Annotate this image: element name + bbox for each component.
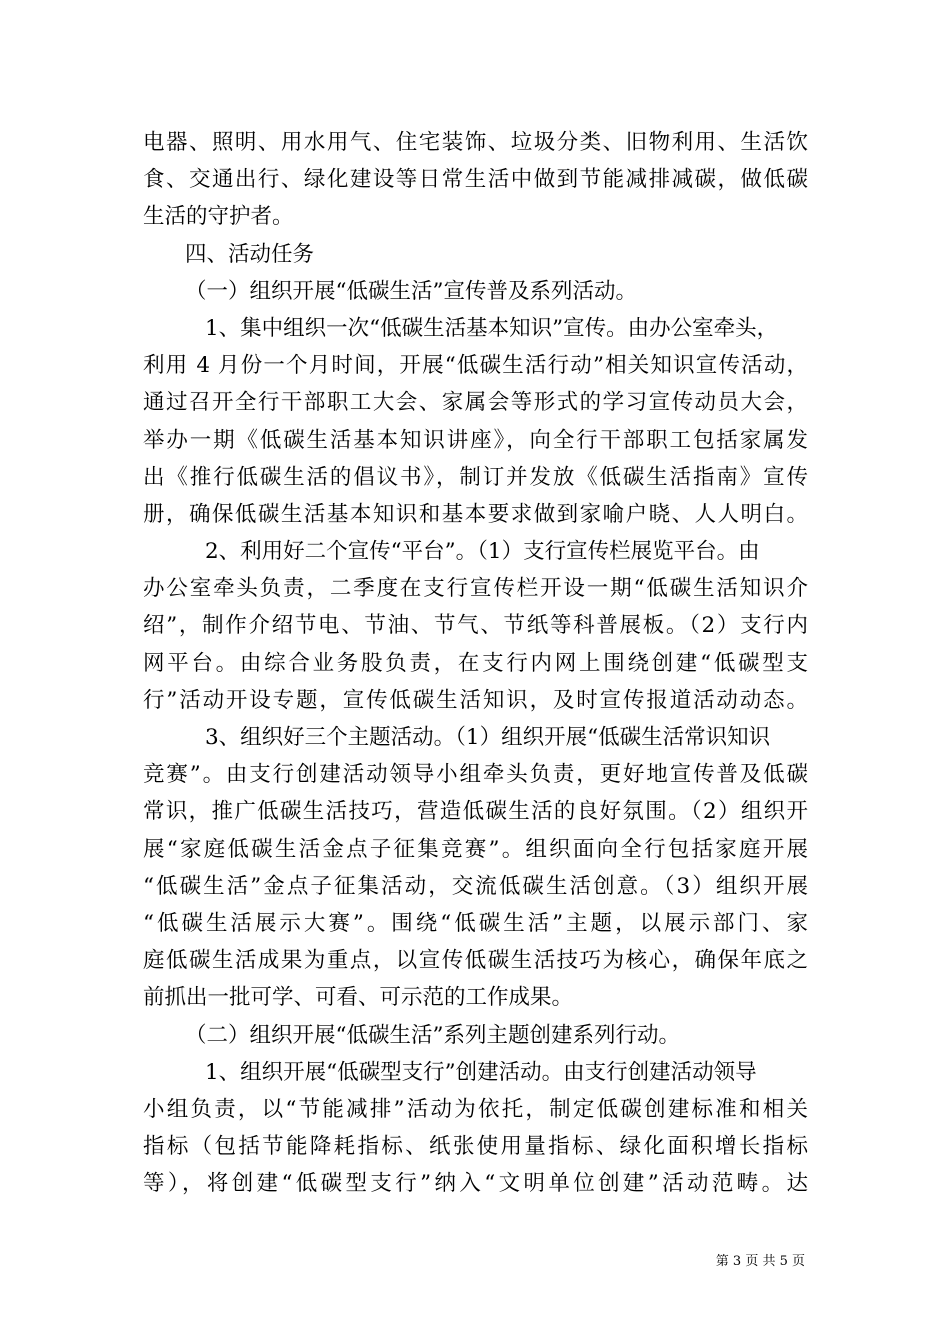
body-line: 出《推行低碳生活的倡议书》，制订并发放《低碳生活指南》宣传 <box>143 464 808 490</box>
section-heading: 四、活动任务 <box>185 241 315 267</box>
body-line: 庭低碳生活成果为重点，以宣传低碳生活技巧为核心，确保年底之 <box>143 948 808 974</box>
body-line: 利用 4 月份一个月时间，开展“低碳生活行动”相关知识宣传活动， <box>143 353 808 379</box>
body-line: 前抓出一批可学、可看、可示范的工作成果。 <box>143 985 574 1011</box>
body-line: “低碳生活”金点子征集活动，交流低碳生活创意。（3）组织开展 <box>143 873 808 899</box>
body-line: 常识，推广低碳生活技巧，营造低碳生活的良好氛围。（2）组织开 <box>143 799 808 825</box>
body-line: 指标（包括节能降耗指标、纸张使用量指标、绿化面积增长指标 <box>143 1134 808 1160</box>
body-line: 3、组织好三个主题活动。（1）组织开展“低碳生活常识知识 <box>205 725 771 750</box>
body-line: 绍”，制作介绍节电、节油、节气、节纸等科普展板。（2）支行内 <box>143 613 808 639</box>
body-line: 办公室牵头负责，二季度在支行宣传栏开设一期“低碳生活知识介 <box>143 576 808 602</box>
body-line: 通过召开全行干部职工大会、家属会等形式的学习宣传动员大会， <box>143 390 808 416</box>
subsection-heading: （二）组织开展“低碳生活”系列主题创建系列行动。 <box>185 1022 680 1048</box>
body-line: 展“家庭低碳生活金点子征集竞赛”。组织面向全行包括家庭开展 <box>143 836 808 862</box>
body-line: 行”活动开设专题，宣传低碳生活知识，及时宣传报道活动动态。 <box>143 687 808 713</box>
body-line: “低碳生活展示大赛”。围绕“低碳生活”主题，以展示部门、家 <box>143 910 808 936</box>
body-line: 小组负责，以“节能减排”活动为依托，制定低碳创建标准和相关 <box>143 1096 808 1122</box>
body-line: 生活的守护者。 <box>143 204 294 230</box>
body-line: 等），将创建“低碳型支行”纳入“文明单位创建”活动范畴。达 <box>143 1171 808 1197</box>
subsection-heading: （一）组织开展“低碳生活”宣传普及系列活动。 <box>185 278 637 304</box>
body-line: 竞赛”。由支行创建活动领导小组牵头负责，更好地宣传普及低碳 <box>143 762 808 788</box>
page-number-footer: 第 3 页 共 5 页 <box>715 1254 805 1269</box>
body-line: 电器、照明、用水用气、住宅装饰、垃圾分类、旧物利用、生活饮 <box>143 130 808 155</box>
document-body <box>143 124 808 1202</box>
body-line: 网平台。由综合业务股负责，在支行内网上围绕创建“低碳型支 <box>143 650 808 676</box>
body-line: 食、交通出行、绿化建设等日常生活中做到节能减排减碳，做低碳 <box>143 167 808 193</box>
body-line: 1、组织开展“低碳型支行”创建活动。由支行创建活动领导 <box>205 1059 757 1085</box>
body-line: 举办一期《低碳生活基本知识讲座》，向全行干部职工包括家属发 <box>143 427 808 453</box>
body-line: 册，确保低碳生活基本知识和基本要求做到家喻户晓、人人明白。 <box>143 501 808 527</box>
body-line: 2、利用好二个宣传“平台”。（1）支行宣传栏展览平台。由 <box>205 539 760 565</box>
body-line: 1、集中组织一次“低碳生活基本知识”宣传。由办公室牵头， <box>205 315 779 341</box>
